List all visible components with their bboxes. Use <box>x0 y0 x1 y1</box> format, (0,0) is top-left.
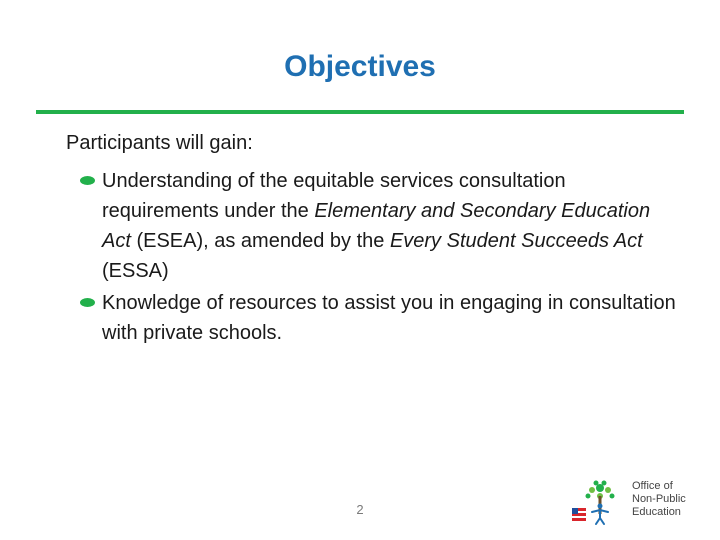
logo-text <box>632 480 686 519</box>
bullet-list <box>80 166 680 350</box>
logo-line-1: Office of <box>632 480 673 492</box>
bullet-item <box>80 288 680 348</box>
bullet-dot-icon <box>80 298 95 307</box>
bullet-text: (ESSA) <box>102 260 169 282</box>
bullet-text: Understanding of the equitable services consultation requirements under the <box>102 170 566 222</box>
tree-with-figure-and-flag-icon <box>570 478 630 528</box>
logo-line-3: Education <box>632 506 681 518</box>
bullet-text: Knowledge of resources to assist you in engaging in consultation with private schools. <box>102 292 676 344</box>
logo-line-2: Non-Public <box>632 493 686 505</box>
slide-title: Objectives <box>284 50 436 83</box>
title-divider <box>36 110 684 114</box>
office-logo <box>570 478 710 528</box>
bullet-text: Elementary and Secondary Education Act <box>102 200 651 252</box>
bullet-item <box>80 166 680 286</box>
bullet-text: (ESEA), as amended by the <box>130 230 390 252</box>
page-number: 2 <box>356 502 364 517</box>
bullet-text: Every Student Succeeds Act <box>389 230 643 252</box>
bullet-dot-icon <box>80 176 95 185</box>
intro-text: Participants will gain: <box>66 132 253 154</box>
